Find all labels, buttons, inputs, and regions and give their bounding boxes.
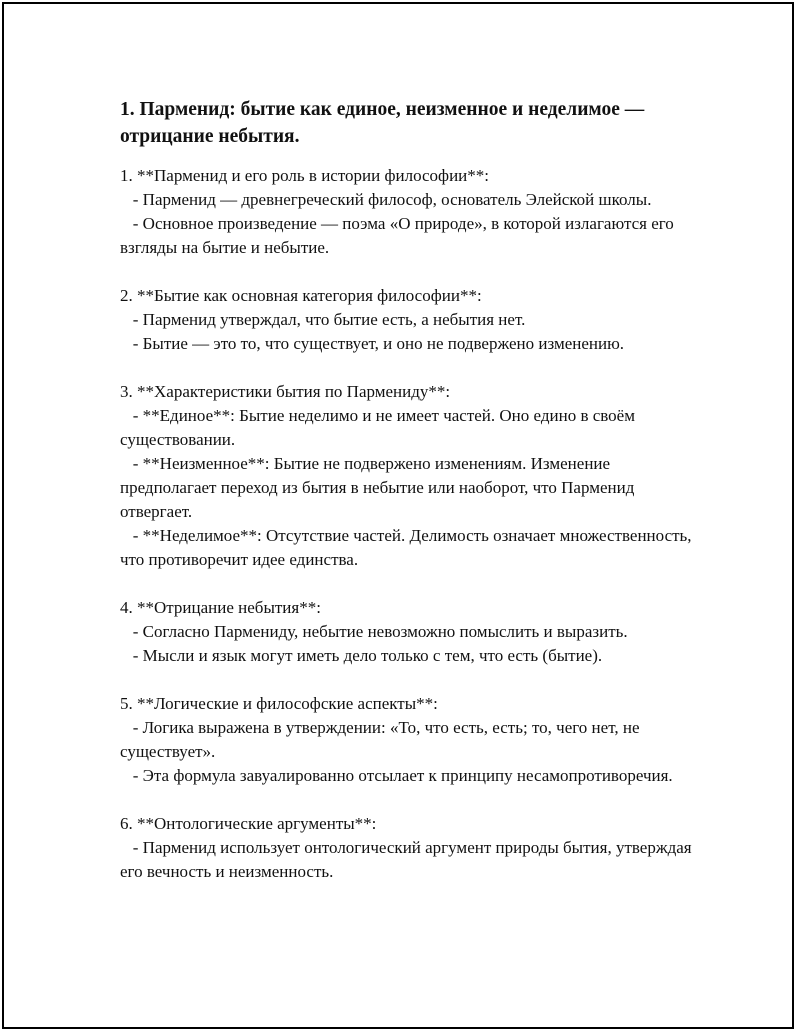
section-heading: 3. **Характеристики бытия по Пармениду**:	[120, 382, 451, 401]
document-page	[2, 2, 794, 1029]
section-item: - Согласно Пармениду, небытие невозможно помыслить и выразить.	[120, 622, 628, 641]
section-item: - **Неизменное**: Бытие не подвержено изменениям. Изменение предполагает переход из бытия в небытие или наоборот, что Парменид отвергает.	[120, 454, 639, 521]
section-heading: 1. **Парменид и его роль в истории философии**:	[120, 166, 489, 185]
section-item: - **Неделимое**: Отсутствие частей. Делимость означает множественность, что противоречит идее единства.	[120, 526, 696, 569]
section-item: - Логика выражена в утверждении: «То, что есть, есть; то, чего нет, не существует».	[120, 718, 644, 761]
section-item: - Парменид — древнегреческий философ, основатель Элейской школы.	[120, 190, 652, 209]
document-content	[120, 96, 696, 908]
section-3	[120, 380, 696, 572]
section-6	[120, 812, 696, 884]
section-item: - Эта формула завуалированно отсылает к принципу несамопротиворечия.	[120, 766, 673, 785]
section-item: - Парменид утверждал, что бытие есть, а небытия нет.	[120, 310, 526, 329]
section-5	[120, 692, 692, 788]
section-heading: 6. **Онтологические аргументы**:	[120, 814, 377, 833]
section-2	[120, 284, 692, 356]
section-heading: 2. **Бытие как основная категория философии**:	[120, 286, 482, 305]
section-heading: 5. **Логические и философские аспекты**:	[120, 694, 438, 713]
section-4	[120, 596, 692, 668]
section-item: - Бытие — это то, что существует, и оно не подвержено изменению.	[120, 334, 625, 353]
section-item: - Мысли и язык могут иметь дело только с тем, что есть (бытие).	[120, 646, 603, 665]
section-item: - **Единое**: Бытие неделимо и не имеет частей. Оно едино в своём существовании.	[120, 406, 640, 449]
section-item: - Основное произведение — поэма «О природе», в которой излагаются его взгляды на бытие и небытие.	[120, 214, 679, 257]
section-1	[120, 164, 692, 260]
section-heading: 4. **Отрицание небытия**:	[120, 598, 321, 617]
section-item: - Парменид использует онтологический аргумент природы бытия, утверждая его вечность и неизменность.	[120, 838, 696, 881]
document-title: 1. Парменид: бытие как единое, неизменное и неделимое — отрицание небытия.	[120, 99, 645, 147]
